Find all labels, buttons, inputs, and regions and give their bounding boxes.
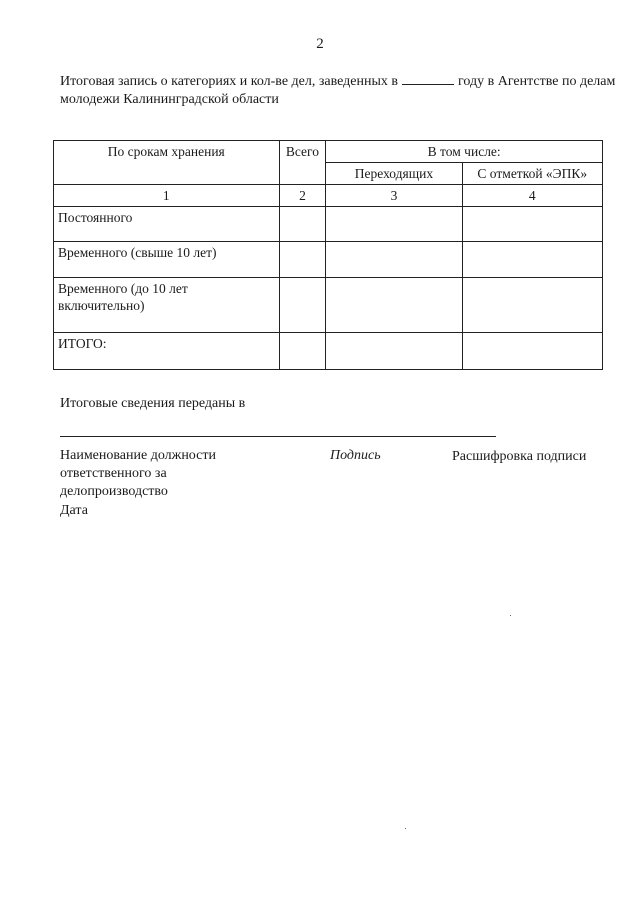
row-label: Постоянного — [54, 207, 280, 242]
position-label: Наименование должности ответственного за делопроизводство — [60, 448, 216, 499]
signature-label: Подпись — [330, 448, 381, 463]
signature-decode-label: Расшифровка подписи — [452, 449, 587, 464]
table-row-total — [54, 333, 603, 370]
cell-transitional — [326, 278, 462, 333]
cell-epk — [462, 278, 602, 333]
scan-speck — [405, 828, 406, 829]
cell-total — [279, 242, 326, 278]
records-summary-table — [53, 140, 603, 370]
column-number: 1 — [54, 185, 280, 207]
table-row — [54, 278, 603, 333]
row-label: ИТОГО: — [54, 333, 280, 370]
header-total: Всего — [279, 141, 326, 185]
cell-epk — [462, 242, 602, 278]
column-number: 2 — [279, 185, 326, 207]
header-epk: С отметкой «ЭПК» — [462, 163, 602, 185]
header-transitional: Переходящих — [326, 163, 462, 185]
transferred-label: Итоговые сведения переданы в — [60, 396, 246, 411]
cell-total — [279, 333, 326, 370]
row-label: Временного (до 10 лет включительно) — [54, 278, 280, 333]
cell-transitional — [326, 242, 462, 278]
cell-epk — [462, 207, 602, 242]
row-label: Временного (свыше 10 лет) — [54, 242, 280, 278]
heading-text — [60, 72, 616, 109]
column-number: 3 — [326, 185, 462, 207]
signature-line — [60, 436, 496, 437]
scan-speck — [510, 615, 511, 616]
cell-epk — [462, 333, 602, 370]
cell-transitional — [326, 207, 462, 242]
heading-part-1: Итоговая запись о категориях и кол-ве дел, заведенных в — [60, 74, 399, 89]
table-row — [54, 207, 603, 242]
heading-part-2: году в Агентстве по делам молодежи Калининградской области — [60, 74, 616, 107]
page-number: 2 — [316, 36, 324, 52]
column-number: 4 — [462, 185, 602, 207]
header-including: В том числе: — [326, 141, 603, 163]
header-storage-term: По срокам хранения — [54, 141, 280, 185]
cell-transitional — [326, 333, 462, 370]
cell-total — [279, 278, 326, 333]
table-row — [54, 242, 603, 278]
year-blank-field — [402, 72, 454, 85]
cell-total — [279, 207, 326, 242]
date-label: Дата — [60, 503, 88, 518]
